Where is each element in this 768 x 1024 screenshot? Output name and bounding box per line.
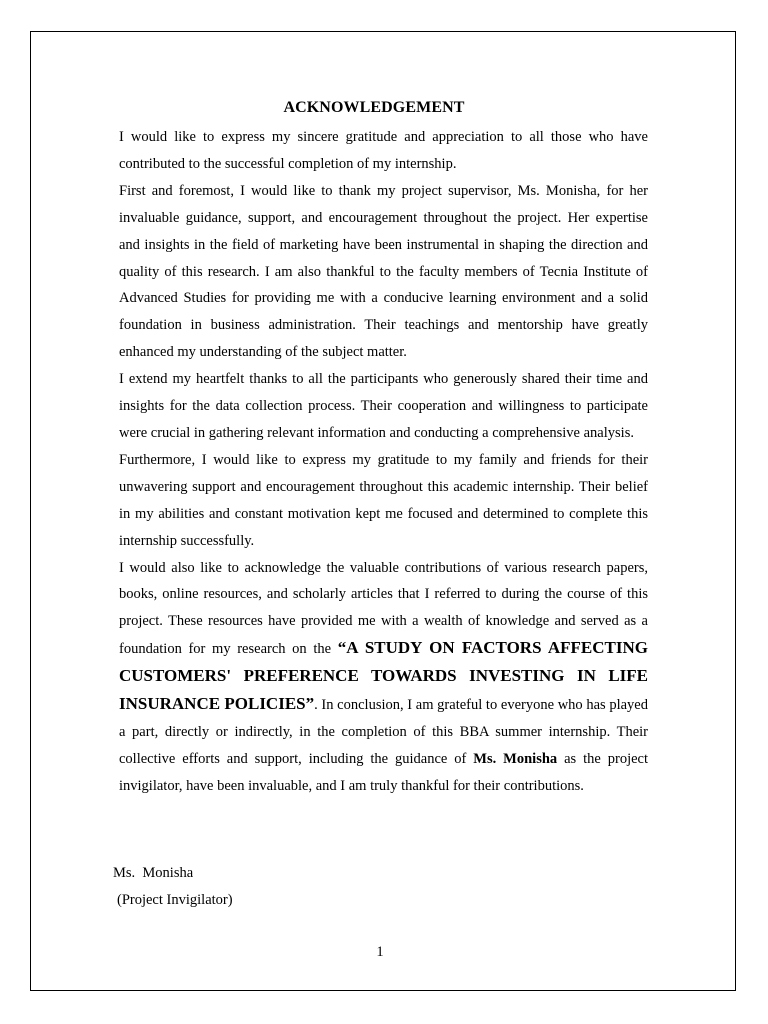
invigilator-name-inline: Ms. Monisha	[473, 750, 558, 767]
signature-name: Ms. Monisha	[113, 865, 194, 881]
paragraph-family: Furthermore, I would like to express my gratitude to my family and friends for their unwavering support and encouragement throughout this academic internship. Their belief in my abilities and constant motivation kept me focused and determined to complete this internship successfully.	[119, 451, 648, 549]
paragraph-participants: I extend my heartfelt thanks to all the participants who generously shared their time and insights for the data collection process. Their cooperation and willingness to participate were crucial in gathering relevant information and conducting a comprehensive analysis.	[119, 371, 648, 441]
conclusion-text-end: as the project invigilator, have been invaluable, and I am truly thankful for their contributions.	[119, 750, 648, 794]
paragraph-resources	[119, 555, 648, 800]
paragraph-gratitude: I would like to express my sincere gratitude and appreciation to all those who have contributed to the successful completion of my internship.	[119, 129, 648, 172]
study-title: “A STUDY ON FACTORS AFFECTING CUSTOMERS' PREFERENCE TOWARDS INVESTING IN LIFE INSURANCE POLICIES”	[119, 638, 648, 714]
conclusion-text: . In conclusion, I am grateful to everyone who has played a part, directly or indirectly, in the completion of this BBA summer internship. Their collective efforts and support, including the guidance of	[119, 697, 648, 767]
signature-role: (Project Invigilator)	[117, 892, 233, 908]
page-number: 1	[376, 944, 384, 960]
paragraph-supervisor: First and foremost, I would like to thank my project supervisor, Ms. Monisha, for her invaluable guidance, support, and encouragement throughout the project. Her expertise and insights in the field of marketing have been instrumental in shaping the direction and quality of this research. I am also thankful to the faculty members of Tecnia Institute of Advanced Studies for providing me with a conducive learning environment and a solid foundation in business administration. Their teachings and mentorship have greatly enhanced my understanding of the subject matter.	[119, 182, 648, 361]
resources-text-start: I would also like to acknowledge the valuable contributions of various research papers, books, online resources, and scholarly articles that I referred to during the course of this project. These resources have provided me with a wealth of knowledge and served as a foundation for my research on the	[119, 559, 648, 658]
acknowledgement-body	[119, 124, 648, 800]
page-title: ACKNOWLEDGEMENT	[283, 99, 465, 116]
